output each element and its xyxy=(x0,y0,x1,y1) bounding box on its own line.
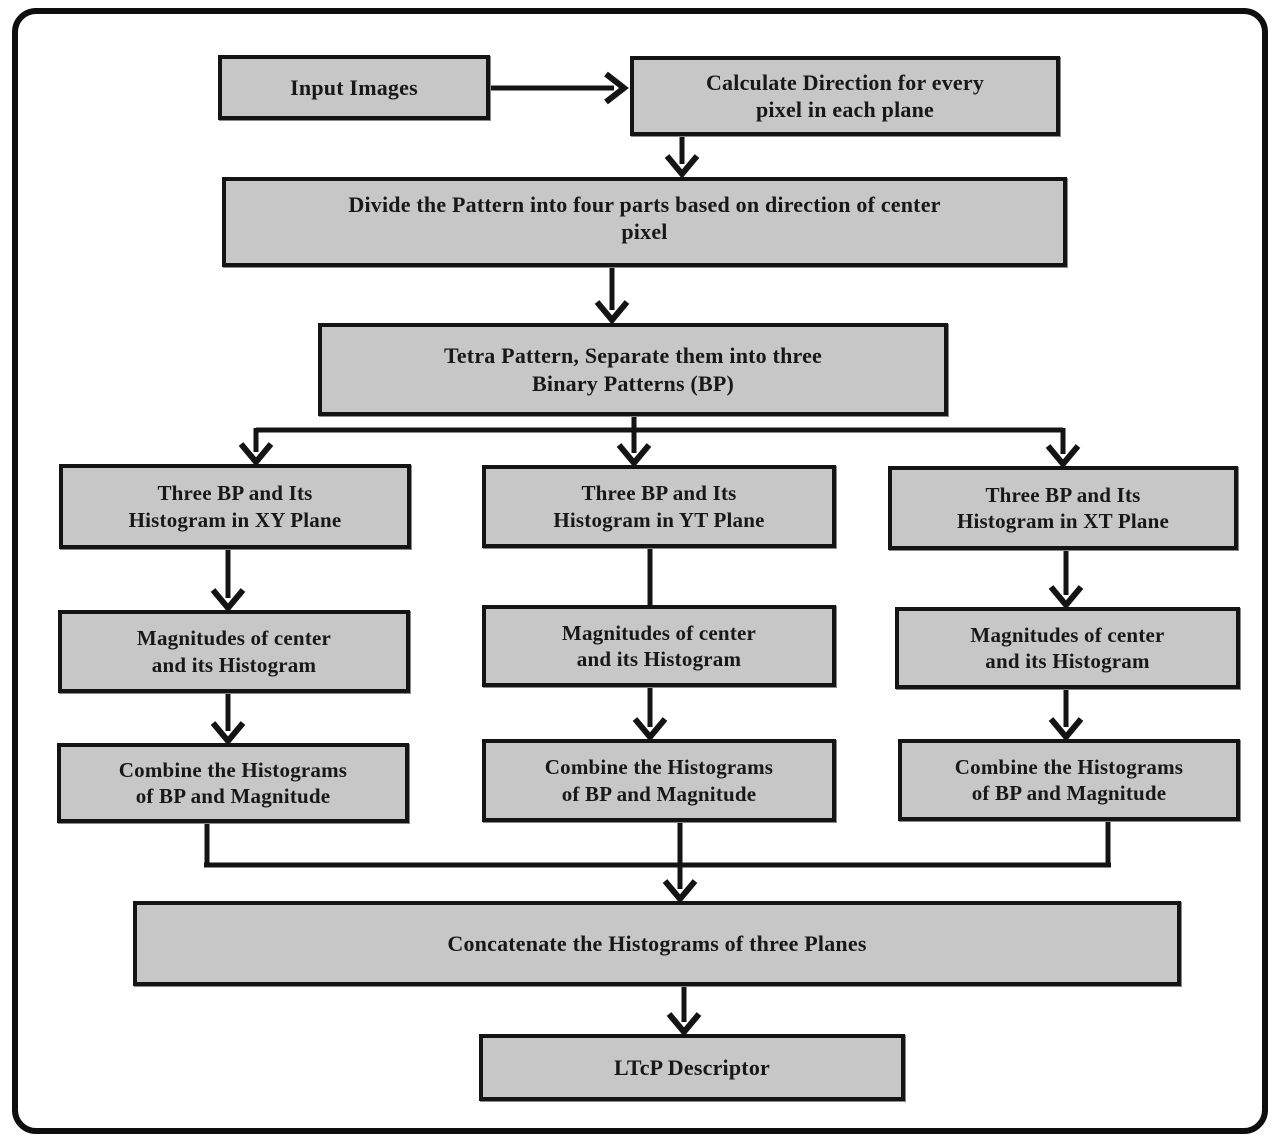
node-label-line: Three BP and Its xyxy=(985,482,1141,507)
node-label-line: Three BP and Its xyxy=(581,481,737,506)
node-label-line: Combine the Histograms xyxy=(954,754,1184,779)
node-concatenate-histograms xyxy=(133,901,1181,986)
node-bp-histogram-xy xyxy=(59,464,411,549)
node-label-line: Combine the Histograms xyxy=(118,757,348,782)
node-magnitudes-xt xyxy=(895,607,1240,689)
node-magnitudes-xy xyxy=(58,610,410,693)
node-label-line: Tetra Pattern, Separate them into three xyxy=(443,343,823,369)
node-label-line: LTcP Descriptor xyxy=(614,1054,770,1080)
edge-input-to-calc xyxy=(490,74,624,102)
node-input-images xyxy=(218,55,490,120)
node-label-line: Histogram in YT Plane xyxy=(553,507,765,532)
edge-magyt-to-combyt xyxy=(635,686,665,737)
node-magnitudes-yt xyxy=(482,605,836,687)
node-label-line: and its Histogram xyxy=(985,649,1150,673)
node-tetra-pattern xyxy=(318,323,948,416)
edge-divide-to-tetra xyxy=(597,267,627,320)
edge-merge-to-concatenate xyxy=(204,819,1111,899)
node-bp-histogram-yt xyxy=(482,465,836,548)
node-calculate-direction xyxy=(630,56,1060,136)
node-label-line: of BP and Magnitude xyxy=(135,784,331,808)
node-ltcp-descriptor xyxy=(479,1034,905,1101)
node-combine-xy xyxy=(57,743,409,823)
node-label-line: Concatenate the Histograms of three Planes xyxy=(447,930,867,956)
node-combine-yt xyxy=(482,739,836,822)
node-combine-xt xyxy=(898,739,1240,821)
node-label-line: Divide the Pattern into four parts based on direction of center xyxy=(348,192,941,217)
node-label-line: Histogram in XT Plane xyxy=(956,509,1170,533)
node-divide-pattern xyxy=(222,177,1067,267)
edge-concatenate-to-ltcp xyxy=(669,986,699,1032)
node-label-line: pixel xyxy=(621,219,668,245)
edge-bpxt-to-magxt xyxy=(1051,549,1081,605)
node-label-line: of BP and Magnitude xyxy=(971,781,1167,805)
node-label-line: of BP and Magnitude xyxy=(561,781,757,806)
node-label-line: Histogram in XY Plane xyxy=(128,507,342,532)
node-label-line: Combine the Histograms xyxy=(544,755,774,780)
node-label-line: Calculate Direction for every xyxy=(705,69,985,95)
node-label-line: Magnitudes of center xyxy=(136,626,332,651)
node-label-line: and its Histogram xyxy=(576,647,742,671)
node-label-line: pixel in each plane xyxy=(756,97,934,122)
node-label-line: Binary Patterns (BP) xyxy=(532,370,734,396)
node-label-line: Magnitudes of center xyxy=(561,620,757,645)
edge-tetra-branch xyxy=(241,416,1078,464)
edge-calc-to-divide xyxy=(667,136,697,174)
edge-bpxy-to-magxy xyxy=(213,548,243,608)
edge-magxy-to-combxy xyxy=(213,692,243,741)
node-label-line: Input Images xyxy=(290,74,418,100)
node-label-line: Magnitudes of center xyxy=(970,622,1165,647)
node-bp-histogram-xt xyxy=(888,466,1238,550)
edge-magxt-to-combxt xyxy=(1051,688,1081,737)
node-label-line: and its Histogram xyxy=(151,652,317,677)
node-label-line: Three BP and Its xyxy=(157,481,313,506)
